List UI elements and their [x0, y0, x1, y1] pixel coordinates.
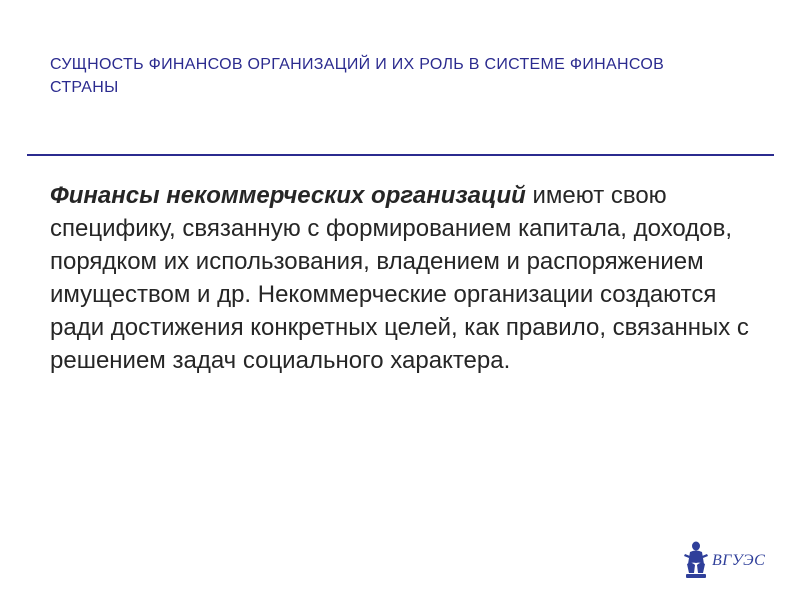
body-text: имеют свою специфику, связанную с формированием капитала, доходов, порядком их использования, владением и распоряжением имуществом и др. Некоммерческие организации создаются ради достижения конкретных целей, как правило, связанных с решением задач социального характера.: [50, 182, 749, 374]
logo-text: ВГУЭС: [712, 552, 766, 569]
body-paragraph: [50, 179, 750, 377]
title-divider: [27, 154, 774, 156]
slide-title: СУЩНОСТЬ ФИНАНСОВ ОРГАНИЗАЦИЙ И ИХ РОЛЬ В СИСТЕМЕ ФИНАНСОВ СТРАНЫ: [50, 56, 665, 96]
university-logo: [684, 540, 779, 582]
university-emblem-icon: [684, 540, 708, 580]
body-emphasis: Финансы некоммерческих организаций: [50, 182, 526, 209]
